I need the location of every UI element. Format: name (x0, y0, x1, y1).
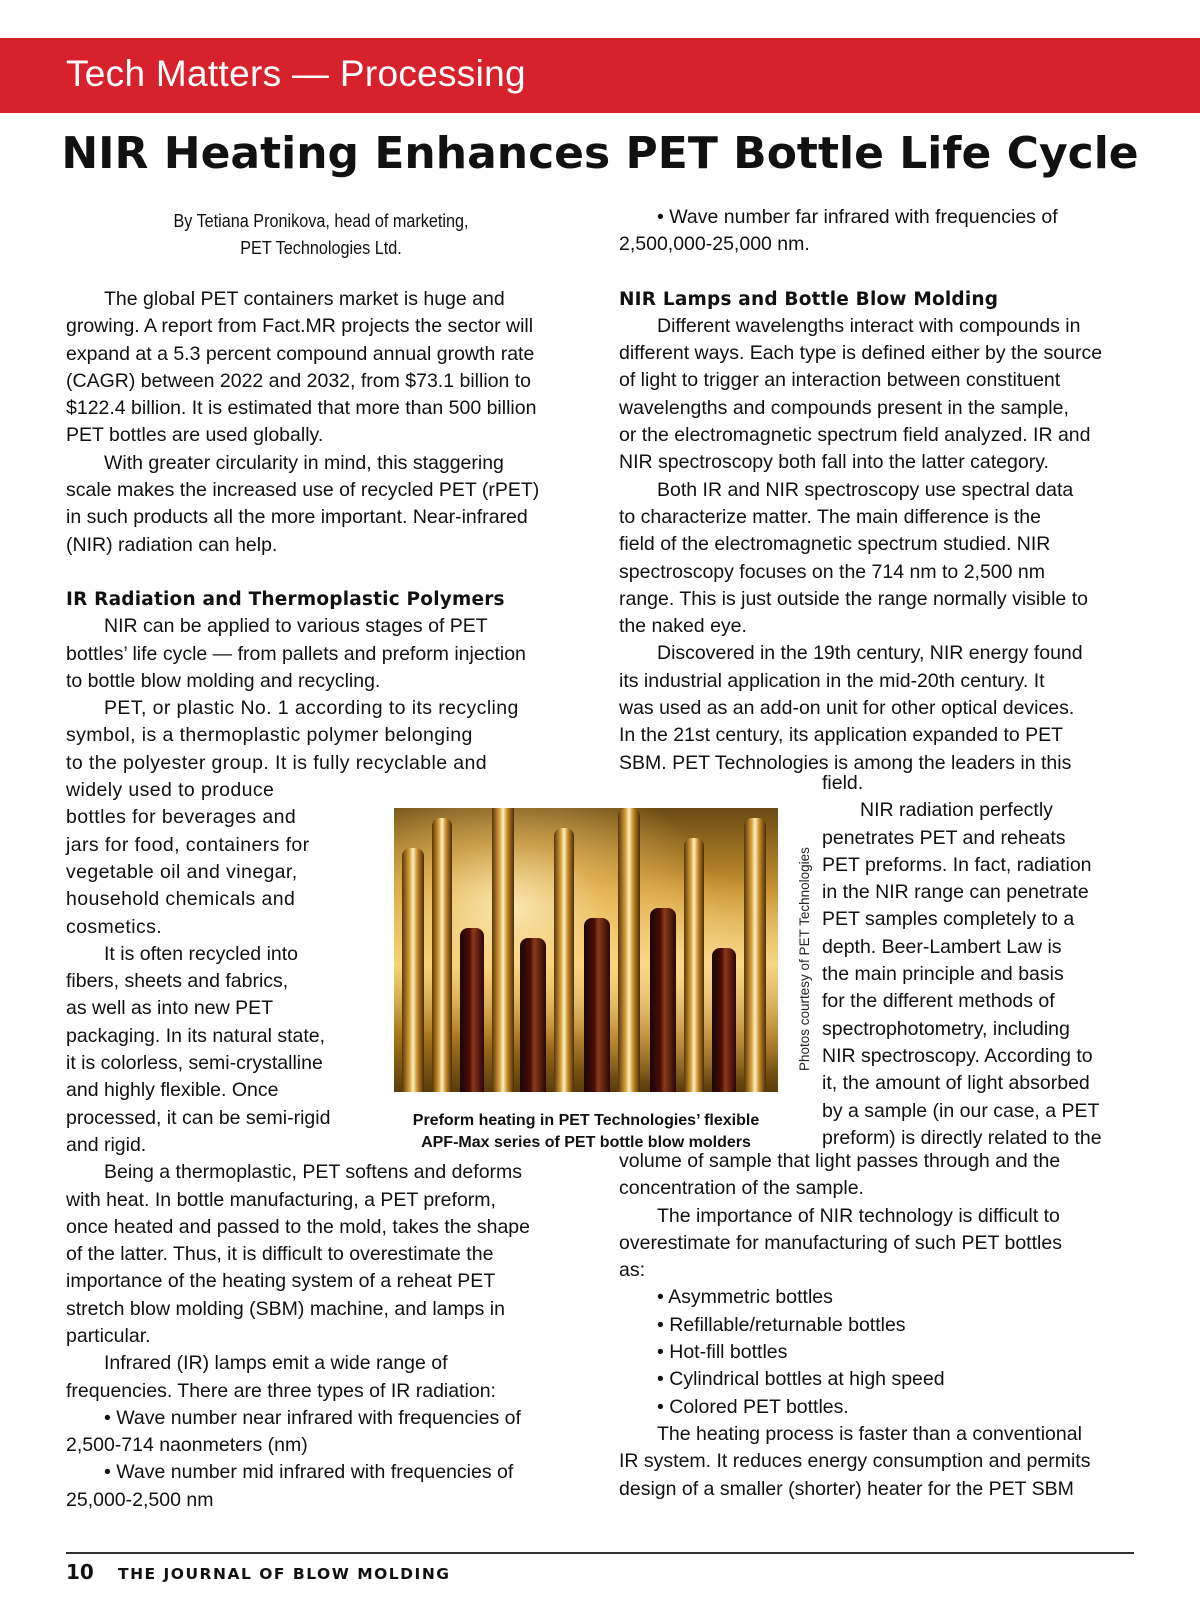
text-line: PET bottles are used globally. (66, 424, 324, 447)
text-line: depth. Beer-Lambert Law is (822, 935, 1062, 958)
text-line: frequencies. There are three types of IR radiation: (66, 1379, 496, 1402)
text-line: bottles for beverages and (66, 806, 297, 829)
text-line: NIR spectroscopy both fall into the latter category. (619, 451, 1049, 474)
text-line: range. This is just outside the range normally visible to (619, 587, 1088, 610)
text-line: importance of the heating system of a reheat PET (66, 1270, 496, 1293)
text-line: • Asymmetric bottles (657, 1286, 833, 1309)
text-line: • Hot-fill bottles (657, 1341, 788, 1364)
paragraph (66, 1159, 586, 1350)
text-line: $122.4 billion. It is estimated that more than 500 billion (66, 397, 537, 420)
text-line: The global PET containers market is huge and (104, 288, 505, 310)
paragraph (619, 1148, 1139, 1203)
text-line: to the polyester group. It is fully recyclable and (66, 751, 488, 774)
text-line: fibers, sheets and fabrics, (66, 970, 289, 993)
text-line: for the different methods of (822, 990, 1055, 1013)
paragraph (66, 286, 586, 450)
text-line: NIR radiation perfectly (860, 799, 1053, 822)
text-line: volume of sample that light passes through and the (619, 1150, 1061, 1172)
text-line: Both IR and NIR spectroscopy use spectral data (657, 478, 1074, 501)
text-line: In the 21st century, its application expanded to PET (619, 724, 1064, 747)
text-line: wavelengths and compounds present in the sample, (619, 396, 1069, 419)
text-line: and rigid. (66, 1133, 147, 1156)
text-line: it is colorless, semi-crystalline (66, 1052, 323, 1075)
text-line: growing. A report from Fact.MR projects the sector will (66, 315, 534, 338)
text-line: • Wave number far infrared with frequencies of (657, 206, 1058, 228)
text-line: in such products all the more important. Near-infrared (66, 506, 528, 529)
text-line: the naked eye. (619, 615, 747, 638)
section-banner (0, 38, 1200, 113)
text-line: (NIR) radiation can help. (66, 533, 278, 556)
text-line: to bottle blow molding and recycling. (66, 669, 381, 692)
text-line: different ways. Each type is defined either by the source (619, 342, 1103, 365)
text-line: vegetable oil and vinegar, (66, 860, 298, 883)
text-line: PET, or plastic No. 1 according to its recycling (104, 697, 519, 720)
paragraph-end: field. (822, 772, 864, 794)
text-line: IR system. It reduces energy consumption and permits (619, 1450, 1091, 1473)
text-line: With greater circularity in mind, this staggering (104, 451, 504, 474)
text-line: in the NIR range can penetrate (822, 881, 1089, 904)
paragraph (619, 1421, 1139, 1503)
text-line: 25,000-2,500 nm (66, 1488, 214, 1511)
text-line: Different wavelengths interact with compounds in (657, 314, 1081, 337)
text-line: spectroscopy focuses on the 714 nm to 2,500 nm (619, 560, 1046, 583)
text-line: particular. (66, 1324, 151, 1347)
paragraph (66, 1350, 586, 1405)
text-line: to characterize matter. The main difference is the (619, 505, 1041, 528)
text-line: PET preforms. In fact, radiation (822, 853, 1092, 876)
text-line: preform) is directly related to the (822, 1126, 1102, 1149)
bullet-item (66, 1459, 586, 1514)
text-line: field of the electromagnetic spectrum studied. NIR (619, 533, 1051, 556)
bullet-item (66, 1405, 586, 1460)
paragraph (619, 313, 1139, 477)
photo-caption: Preform heating in PET Technologies’ flexible APF-Max series of PET bottle blow molders (412, 1112, 760, 1151)
text-line: design of a smaller (shorter) heater for the PET SBM (619, 1477, 1074, 1500)
preform-heating-photo (394, 808, 778, 1092)
text-line: expand at a 5.3 percent compound annual growth rate (66, 342, 535, 365)
text-line: Discovered in the 19th century, NIR energy found (657, 642, 1083, 665)
paragraph (66, 450, 586, 559)
paragraph (619, 477, 1139, 641)
text-line: 2,500,000-25,000 nm. (619, 233, 810, 256)
text-line: as well as into new PET (66, 997, 274, 1020)
text-line: bottles’ life cycle — from pallets and preform injection (66, 642, 526, 665)
text-line: • Wave number near infrared with frequencies of (104, 1406, 521, 1429)
text-line: once heated and passed to the mold, takes the shape (66, 1215, 531, 1238)
text-line: PET samples completely to a (822, 908, 1075, 931)
text-line: by a sample (in our case, a PET (822, 1099, 1100, 1122)
text-line: of light to trigger an interaction between constituent (619, 369, 1061, 392)
text-line: • Wave number mid infrared with frequencies of (104, 1461, 514, 1484)
paragraph (822, 797, 1142, 1152)
text-line: The importance of NIR technology is difficult to (657, 1204, 1060, 1227)
text-line: as: (619, 1259, 646, 1282)
text-line: the main principle and basis (822, 963, 1064, 986)
text-line: penetrates PET and reheats (822, 826, 1066, 849)
byline (92, 208, 551, 262)
text-line: concentration of the sample. (619, 1177, 864, 1200)
text-line: It is often recycled into (104, 942, 299, 965)
paragraph (619, 1203, 1139, 1285)
text-line: SBM. PET Technologies is among the leaders in this (619, 751, 1072, 774)
text-line: its industrial application in the mid-20th century. It (619, 669, 1045, 692)
text-line: or the electromagnetic spectrum field analyzed. IR and (619, 424, 1091, 447)
text-line: was used as an add-on unit for other optical devices. (619, 697, 1075, 720)
text-line: spectrophotometry, including (822, 1017, 1070, 1040)
bullet-item (619, 204, 1139, 259)
section-heading: IR Radiation and Thermoplastic Polymers (66, 588, 505, 610)
article-title: NIR Heating Enhances PET Bottle Life Cycle (61, 128, 1139, 179)
byline-author: By Tetiana Pronikova, head of marketing, (173, 211, 469, 231)
page-number: 10 (66, 1560, 94, 1584)
text-line: of the latter. Thus, it is difficult to overestimate the (66, 1243, 494, 1266)
section-heading: NIR Lamps and Bottle Blow Molding (619, 288, 999, 310)
right-column-bottom (619, 1148, 1139, 1503)
text-line: • Cylindrical bottles at high speed (657, 1368, 945, 1391)
byline-company: PET Technologies Ltd. (240, 238, 402, 258)
journal-name: THE JOURNAL OF BLOW MOLDING (118, 1565, 451, 1583)
paragraph (619, 640, 1139, 776)
bullet-list (619, 1284, 1139, 1420)
text-line: packaging. In its natural state, (66, 1024, 326, 1047)
text-line: with heat. In bottle manufacturing, a PET preform, (66, 1188, 496, 1211)
text-line: widely used to produce (66, 779, 275, 802)
text-line: Being a thermoplastic, PET softens and deforms (104, 1161, 523, 1184)
text-line: 2,500-714 naonmeters (nm) (66, 1434, 308, 1457)
text-line: (CAGR) between 2022 and 2032, from $73.1 billion to (66, 369, 532, 392)
text-line: stretch blow molding (SBM) machine, and lamps in (66, 1297, 505, 1320)
text-line: household chemicals and (66, 888, 296, 911)
text-line: scale makes the increased use of recycled PET (rPET) (66, 479, 540, 502)
text-line: The heating process is faster than a conventional (657, 1422, 1082, 1445)
text-line: Infrared (IR) lamps emit a wide range of (104, 1352, 448, 1375)
text-line: NIR spectroscopy. According to (822, 1044, 1093, 1067)
text-line: NIR can be applied to various stages of PET (104, 615, 488, 638)
text-line: cosmetics. (66, 915, 163, 938)
footer-rule (66, 1552, 1134, 1554)
paragraph (66, 613, 586, 695)
text-line: • Colored PET bottles. (657, 1395, 849, 1418)
text-line: jars for food, containers for (66, 833, 310, 856)
section-label: Tech Matters — Processing (66, 53, 526, 94)
text-line: overestimate for manufacturing of such PET bottles (619, 1231, 1062, 1254)
text-line: and highly flexible. Once (66, 1079, 279, 1102)
right-column-top (619, 204, 1139, 777)
text-line: it, the amount of light absorbed (822, 1072, 1090, 1095)
text-line: symbol, is a thermoplastic polymer belonging (66, 724, 473, 747)
right-column-narrow (822, 770, 1142, 1152)
text-line: processed, it can be semi-rigid (66, 1106, 331, 1129)
text-line: • Refillable/returnable bottles (657, 1313, 906, 1336)
